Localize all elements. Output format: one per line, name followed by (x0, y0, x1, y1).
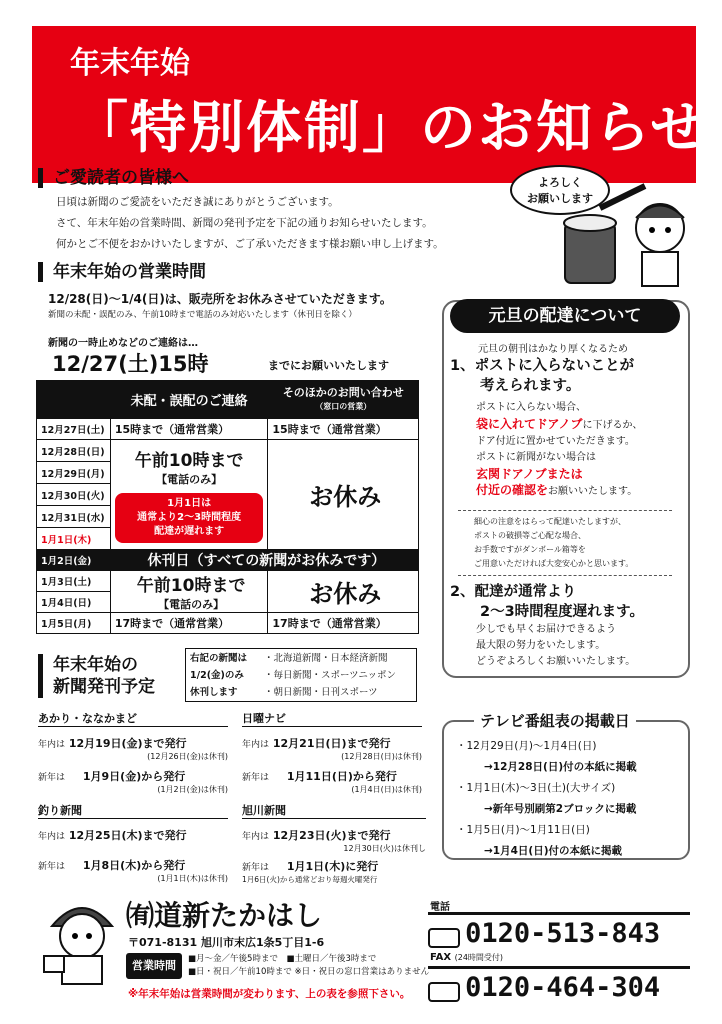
holiday-cell: 休刊日（すべての新聞がお休みです） (110, 550, 418, 571)
contact-tail: までにお願いいたします (268, 359, 389, 372)
detail-line: ドア付近に置かせていただきます。 (476, 436, 635, 447)
issue-date: 1月9日(金)から発行 (82, 770, 186, 783)
paper-nichiyo (242, 710, 422, 795)
paper-names: ・朝日新聞・日刊スポーツ (264, 687, 378, 698)
paper-names: ・毎日新聞・スポーツニッポン (264, 670, 397, 681)
tel-divider (428, 912, 690, 915)
paper-name: 釣り新聞 (38, 802, 228, 819)
freedial-icon (428, 982, 460, 1002)
suspended-labels (190, 650, 247, 701)
issue-note: (1月1日(木)は休刊) (157, 874, 228, 883)
paper-name: あかり・ななかまど (38, 710, 228, 727)
tel-number[interactable]: 0120-513-843 (465, 918, 661, 949)
col2-sub-label: （窓口の営業） (315, 402, 372, 411)
tel-label: 電話 (430, 902, 450, 913)
detail-tail: お願いいたします。 (548, 486, 638, 497)
year-label: 新年は (38, 862, 66, 872)
issue-date: 12月19日(金)まで発行 (68, 737, 187, 750)
morning-phone-cell (110, 440, 268, 550)
col2-label: そのほかのお問い合わせ (282, 386, 404, 399)
col-header-misdelivery: 未配・誤配のご連絡 (110, 381, 268, 419)
hours-sub-line: 新聞の未配・誤配のみ、午前10時まで電話のみ対応いたします（休刊日を除く） (48, 310, 357, 320)
publish-title: 年末年始の 新聞発刊予定 (38, 654, 155, 698)
date-cell: 12月30日(火) (37, 484, 111, 506)
tv-range: ・1月1日(木)～3日(土)(大サイズ) (456, 782, 616, 794)
value-cell: 17時まで（通常営業） (110, 613, 268, 634)
greeting-line: 日頃は新聞のご愛読をいただき誠にありがとうございます。 (56, 196, 339, 208)
year-label: 新年は (242, 773, 270, 783)
detail-line: ポストに入らない場合、 (476, 402, 586, 413)
year-label: 年内は (38, 740, 66, 750)
tv-publish: →新年号別刷第2ブロックに掲載 (484, 803, 637, 815)
hours-line: ■日・祝日／午前10時まで ※日・祝日の窓口営業はありません (188, 967, 430, 977)
company-name: ㈲道新たかはし (126, 899, 323, 932)
closed-cell: お休み (268, 571, 419, 613)
issue-date: 12月21日(日)まで発行 (272, 737, 391, 750)
col-header-inquiries (268, 381, 419, 419)
issue-date: 1月8日(木)から発行 (82, 859, 186, 872)
suspend-label: 1/2(金)のみ (190, 670, 244, 681)
date-cell: 1月3日(土) (37, 571, 111, 592)
freedial-icon (428, 928, 460, 948)
detail-tail: に下げるか、 (582, 420, 643, 431)
tv-publish: →1月4日(日)付の本紙に掲載 (484, 845, 623, 857)
company-address: 〒071-8131 旭川市末広1条5丁目1-6 (128, 936, 325, 949)
hours-line: ■月～金／午後5時まで ■土曜日／午後3時まで (188, 954, 377, 964)
value-cell: 15時まで（通常営業） (268, 419, 419, 440)
issue-note: (12月28日(日)は休刊) (341, 752, 422, 761)
issue-date: 1月11日(日)から発行 (286, 770, 397, 783)
header-line1: 年末年始 (70, 46, 190, 81)
notice-title: 元旦の配達について (450, 299, 680, 333)
header-banner (32, 26, 709, 183)
fax-divider (428, 966, 690, 969)
value-cell: 15時まで（通常営業） (110, 419, 268, 440)
table-corner (37, 381, 111, 419)
date-cell: 1月4日(日) (37, 592, 111, 613)
greeting-title: ご愛読者の皆様へ (38, 168, 189, 188)
tv-publish: →12月28日(日)付の本紙に掲載 (484, 761, 637, 773)
header-title: 「特別体制」のお知らせ (72, 96, 709, 161)
issue-note: (1月4日(日)は休刊) (351, 785, 422, 794)
suspend-label: 右記の新聞は (190, 653, 248, 664)
fax-note: (24時間受付) (454, 953, 504, 962)
tv-range: ・12月29日(月)～1月4日(日) (456, 740, 597, 752)
detail-red: 袋に入れてドアノブ (476, 417, 583, 431)
issue-note: (12月26日(金)は休刊) (147, 752, 228, 761)
year-label: 年内は (242, 832, 270, 842)
notice-detail (476, 400, 686, 500)
point1-line: 1、ポストに入らないことが (450, 358, 635, 374)
date-cell: 1月1日(木) (37, 528, 111, 550)
value-cell: 17時まで（通常営業） (268, 613, 419, 634)
hours-closed-line: 12/28(日)～1/4(日)は、販売所をお休みさせていただきます。 (48, 292, 392, 306)
tv-title: テレビ番組表の掲載日 (474, 710, 636, 731)
suspend-label: 休刊します (190, 687, 238, 698)
year-label: 年内は (38, 832, 66, 842)
notice-small-note: 細心の注意をはらって配達いたしますが、 ポストの破損等ご心配な場合、 お手数ですがダンボール箱等を ご用意いただければ大変安心かと思います。 (458, 510, 672, 576)
paper-akari (38, 710, 228, 795)
hours-warning: ※年末年始は営業時間が変わります、上の表を参照下さい。 (128, 988, 411, 1000)
greeting-line: 何かとご不便をおかけいたしますが、ご了承いただきます様お願い申し上げます。 (56, 238, 444, 250)
greeting-line: さて、年末年始の営業時間、新聞の発刊予定を下記の通りお知らせいたします。 (56, 217, 433, 229)
suspended-papers (264, 650, 396, 701)
issue-date: 12月23日(火)まで発行 (272, 829, 391, 842)
phone-only-label: 【電話のみ】 (156, 473, 223, 486)
paper-name: 旭川新聞 (242, 802, 426, 819)
point2-line: 2～3時間程度遅れます。 (480, 604, 645, 620)
paper-name: 日曜ナビ (242, 710, 422, 727)
mascot-mochi-illustration (560, 178, 700, 288)
notice-end: 少しでも早くお届けできるよう 最大限の努力をいたします。 どうぞよろしくお願いいたします。 (476, 624, 636, 667)
paper-names: ・北海道新聞・日本経済新聞 (264, 653, 388, 664)
tv-lines (456, 736, 637, 862)
issue-date: 12月25日(木)まで発行 (68, 829, 187, 842)
date-cell: 12月31日(水) (37, 506, 111, 528)
year-label: 新年は (38, 773, 66, 783)
newyear-delay-note: 1月1日は 通常より2～3時間程度 配達が遅れます (115, 493, 264, 543)
tv-range: ・1月5日(月)～1月11日(日) (456, 824, 590, 836)
issue-date: 1月1日(木)に発行 (286, 860, 379, 873)
mascot-footer-illustration (42, 890, 122, 986)
issue-note: 12月30日(火)は休刊し (343, 844, 426, 853)
contact-deadline: 12/27(土)15時 (52, 352, 209, 376)
paper-asahikawa (242, 802, 426, 885)
date-cell: 12月27日(土) (37, 419, 111, 440)
notice-point2 (450, 582, 644, 622)
date-cell: 12月29日(月) (37, 462, 111, 484)
detail-line: ポストに新聞がない場合は (476, 452, 596, 463)
am-label: 午前10時まで (134, 451, 244, 471)
am-label: 午前10時まで (136, 576, 246, 596)
fax-label-row (430, 952, 503, 963)
fax-number[interactable]: 0120-464-304 (465, 972, 661, 1003)
issue-note: (1月2日(金)は休刊) (157, 785, 228, 794)
detail-red: 玄関ドアノブまたは (476, 467, 583, 481)
greeting-body (56, 192, 444, 255)
hours-label: 営業時間 (126, 953, 182, 979)
date-cell: 1月2日(金) (37, 550, 111, 571)
schedule-table (36, 380, 419, 634)
tel-number-row (428, 918, 660, 949)
phone-only-label: 【電話のみ】 (158, 598, 225, 611)
business-hours (188, 953, 429, 979)
hours-title: 年末年始の営業時間 (38, 262, 206, 282)
year-label: 年内は (242, 740, 270, 750)
closed-cell: お休み (268, 440, 419, 550)
paper-turi (38, 802, 228, 884)
issue-note: 1月6日(火)から通常どおり毎週火曜発行 (242, 875, 378, 884)
notice-point1 (450, 356, 634, 396)
detail-red: 付近の確認を (476, 483, 549, 497)
fax-number-row (428, 972, 660, 1003)
suspended-papers-box (185, 648, 417, 702)
notice-intro: 元旦の朝刊はかなり厚くなるため (478, 344, 628, 355)
contact-lead: 新聞の一時止めなどのご連絡は… (48, 338, 198, 349)
fax-label: FAX (430, 952, 452, 963)
morning-phone-cell (110, 571, 268, 613)
year-label: 新年は (242, 863, 270, 873)
date-cell: 1月5日(月) (37, 613, 111, 634)
point1-line: 考えられます。 (480, 378, 581, 394)
date-cell: 12月28日(日) (37, 440, 111, 462)
mascot-speech-bubble: よろしく お願いします (510, 165, 610, 215)
point2-line: 2、配達が通常より (450, 584, 577, 600)
